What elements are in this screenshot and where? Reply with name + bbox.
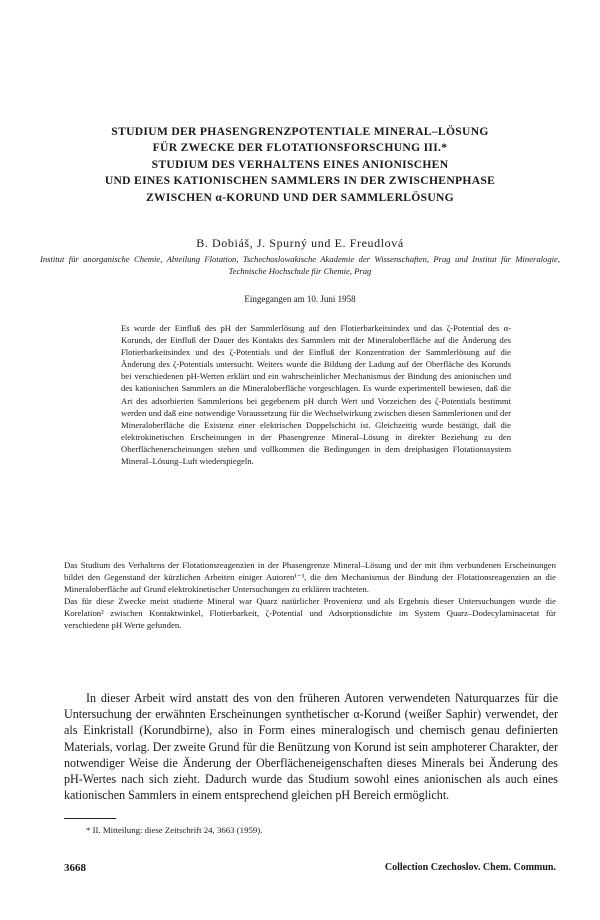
body-text bbox=[64, 690, 558, 803]
title-line-1: STUDIUM DER PHASENGRENZPOTENTIALE MINERAL–LÖSUNG bbox=[111, 125, 489, 138]
footnote: * II. Mitteilung: diese Zeitschrift 24, 3663 (1959). bbox=[86, 825, 263, 835]
authors: B. Dobiáš, J. Spurný und E. Freudlová bbox=[196, 236, 404, 250]
page-number: 3668 bbox=[64, 862, 86, 874]
footnote-divider bbox=[64, 818, 116, 819]
received-date: Eingegangen am 10. Juni 1958 bbox=[244, 294, 356, 304]
title-line-5: ZWISCHEN α-KORUND UND DER SAMMLERLÖSUNG bbox=[145, 190, 455, 204]
title-line-2: FÜR ZWECKE DER FLOTATIONSFORSCHUNG III.* bbox=[152, 141, 448, 155]
intro-paragraph-1: Das Studium des Verhaltens der Flotationsreagenzien in der Phasengrenze Mineral–Lösung und der mit ihm verbundenen Erscheinungen bildet den Gegenstand der kürzlichen Arbeiten einiger Autoren¹⁻³, die den Mechanismus der Bindung der Flotationsreagenzien an die Mineraloberfläche auf Grund elektrokinetischer Untersuchungen zu erklären trachteten. bbox=[64, 560, 556, 594]
institution-affiliation: Institut für anorganische Chemie, Abteilung Flotation, Tschechoslowakische Akademie der Wissenschaften, Prag und Institut für Mineralogie, Technische Hochschule für Chemie, Prag bbox=[40, 254, 560, 276]
intro-paragraph-2: Das für diese Zwecke meist studierte Mineral war Quarz natürlicher Provenienz und als Ergebnis dieser Untersuchungen wurde die Korelation² zwischen Kontaktwinkel, Flotierbarkeit, ζ-Potential und Adsorptionsdichte im System Quarz–Dodecylaminacetat für verschiedene pH Werte gefunden. bbox=[64, 595, 556, 630]
article-title bbox=[60, 124, 540, 206]
introduction bbox=[64, 560, 556, 631]
title-line-4: UND EINES KATIONISCHEN SAMMLERS IN DER ZWISCHENPHASE bbox=[104, 174, 496, 188]
abstract: Es wurde der Einfluß des pH der Sammlerlösung auf den Flotierbarkeitsindex und das ζ-Potential des α-Korunds, der Einfluß der Dauer des Kontakts des Sammlers mit der Mineraloberfläche auf die Änderung des Flotierbarkeitsindex und des ζ-Potentials und der Einfluß der Konzentration der Sammlerlösung auf die Änderung des ζ-Potentials untersucht. Weiters wurde die Bildung der Ladung auf der Oberfläche des Korunds bei verschiedenen pH-Werten erklärt und ein wahrscheinlicher Mechanismus der Bindung des anionischen und des kationischen Sammlers an die Mineraloberfläche vorgeschlagen. Es wurde experimentell bewiesen, daß die Art des adsorbierten Sammlerions bei gegebenem pH durch Wert und Vorzeichen des ζ-Potentials bestimmt werden und daß eine notwendige Voraussetzung für die Wechselwirkung zwischen diesen Sammlerionen und der Mineraloberfläche die Existenz einer elektrischen Doppelschicht ist. Gleichzeitig wurde bestätigt, daß die elektrokinetischen Erscheinungen in der Phasengrenze Mineral–Lösung in direkter Beziehung zu den Oberflächenerscheinungen stehen und vollkommen die Bedingungen in dem dreiphasigen Flotationssystem Mineral–Lösung–Luft wiederspiegeln. bbox=[121, 323, 511, 467]
body-paragraph: In dieser Arbeit wird anstatt des von den früheren Autoren verwendeten Naturquarzes für die Untersuchung der erwähnten Erscheinungen synthetischer α-Korund (weißer Saphir) verwendet, der als Einkristall (Korundbirne), also in Form eines mineralogisch und chemisch genau definierten Materials, vorlag. Der zweite Grund für die Benützung von Korund ist sein amphoterer Charakter, der notwendiger Weise die Änderung der Oberflächeneigenschaften dieses Minerals bei Änderung des pH-Wertes nach sich zieht. Dadurch wurde das Studium sowohl eines anionischen als auch eines kationischen Sammlers in einem entsprechend gleichen pH Bereich ermöglicht. bbox=[64, 691, 558, 803]
journal-name: Collection Czechoslov. Chem. Commun. bbox=[384, 862, 556, 873]
title-line-3: STUDIUM DES VERHALTENS EINES ANIONISCHEN bbox=[151, 157, 449, 171]
